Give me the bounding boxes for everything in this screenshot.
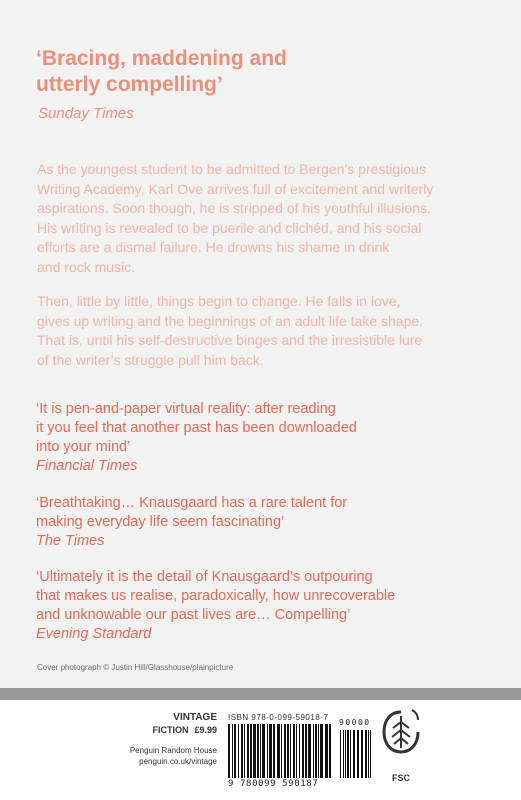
quote-line: and unknowable our past lives are… Compelling’ [36,607,351,623]
publisher-website: penguin.co.uk/vintage [139,757,217,766]
quote-line: ‘Ultimately it is the detail of Knausgaard’s outpouring [36,569,373,585]
blurb-line: aspirations. Soon though, he is stripped of his youthful illusions. [37,200,431,216]
headline-quote [36,46,496,98]
blurb-line: efforts are a dismal failure. He drowns his shame in drink [37,239,390,255]
quote-line: ‘It is pen-and-paper virtual reality: after reading [36,401,336,417]
quote-line: that makes us realise, paradoxically, how unrecoverable [36,588,396,604]
isbn-label: ISBN 978-0-099-59018-7 [228,713,329,722]
blurb-line: Then, little by little, things begin to change. He falls in love, [37,293,401,309]
barcode-digits: 9 780099 590187 [228,779,319,789]
publisher-info [125,745,217,767]
quote-line: into your mind’ [36,439,131,455]
review-quote [36,568,506,644]
headline-line: ‘Bracing, maddening and [36,47,287,70]
blurb-line: As the youngest student to be admitted to Bergen’s prestigious [37,161,426,177]
quote-line: ‘Breathtaking… Knausgaard has a rare talent for [36,495,348,511]
review-quote [36,400,506,476]
barcode-addon-digits: 90000 [339,718,371,727]
quote-source: Evening Standard [36,626,152,642]
quote-source: Financial Times [36,458,138,474]
category-label: FICTION [152,725,189,735]
review-quote [36,494,506,551]
imprint-label: VINTAGE [173,712,217,723]
blurb-line: That is, until his self-destructive binges and the irresistible lure [37,332,423,348]
footer-panel [0,700,521,800]
blurb-line: and rock music. [37,258,136,275]
blurb-line: Writing Academy, Karl Ove arrives full of excitement and writerly [37,180,434,197]
headline-source: Sunday Times [38,105,134,122]
footer-band [0,688,521,700]
blurb-line: gives up writing and the beginnings of an adult life take shape. [37,312,424,329]
blurb-paragraph-2 [37,292,492,370]
blurb-paragraph-1 [37,160,492,277]
price-label: £9.99 [194,725,217,735]
quote-line: making everyday life seem fascinating’ [36,514,285,530]
barcode-icon [228,724,373,780]
publisher-name: Penguin Random House [129,746,217,755]
fsc-label: FSC [392,773,410,783]
quote-source: The Times [36,533,105,549]
quote-line: it you feel that another past has been downloaded [36,420,357,436]
headline-line: utterly compelling’ [36,73,223,96]
fsc-tree-icon [381,708,421,770]
category-price [125,725,217,735]
blurb-line: His writing is revealed to be puerile and clichéd, and his social [37,219,422,236]
blurb-line: of the writer’s struggle pull him back. [37,351,264,368]
photo-credit: Cover photograph © Justin Hill/Glasshouse/plainpicture [37,663,234,672]
